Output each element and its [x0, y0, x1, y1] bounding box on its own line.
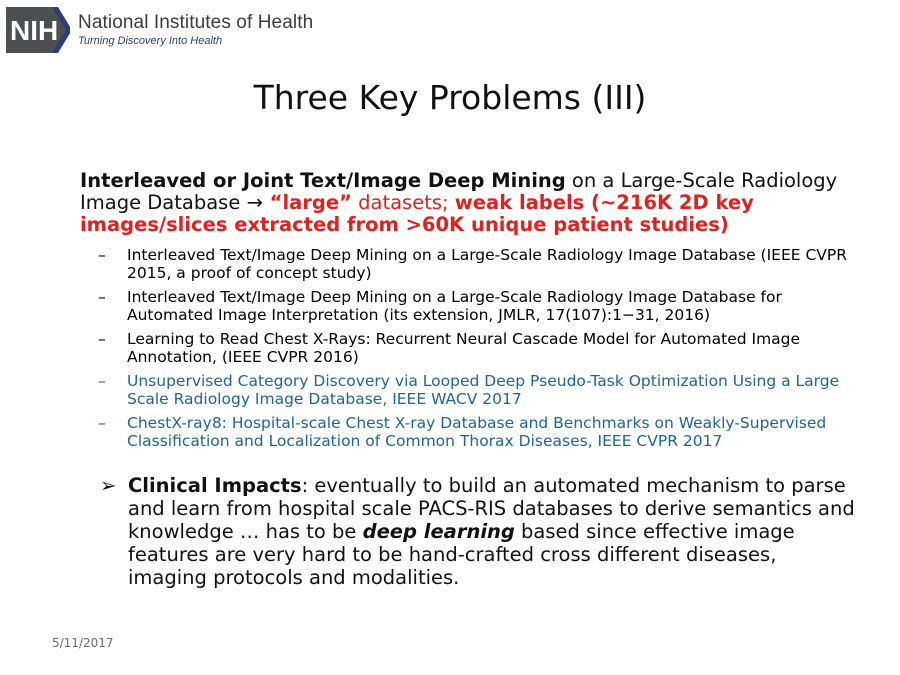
reference-item: [98, 330, 858, 366]
reference-list: [98, 246, 858, 456]
reference-text: ChestX-ray8: Hospital-scale Chest X-ray Database and Benchmarks on Weakly-Supervised Classification and Localization of Common Thorax Diseases, IEEE CVPR 2017: [127, 414, 827, 450]
impact-body: [128, 474, 860, 589]
impact-text-end: based since effective image features are very hard to be hand-crafted cross different diseases, imaging protocols and modalities.: [128, 520, 795, 589]
slide-date: 5/11/2017: [52, 636, 114, 650]
arrow-icon: →: [246, 191, 263, 214]
main-red-text: datasets;: [351, 191, 455, 214]
impact-bold-lead: Clinical Impacts: [128, 474, 302, 497]
nih-logo-mark: [6, 7, 70, 53]
arrow-bullet-icon: ➢: [100, 474, 117, 497]
reference-text: Learning to Read Chest X-Rays: Recurrent Neural Cascade Model for Automated Image Annotation, (IEEE CVPR 2016): [127, 330, 801, 366]
dash-marker: –: [98, 288, 106, 306]
logo-tagline: Turning Discovery Into Health: [78, 35, 223, 47]
impact-emphasis: deep learning: [362, 520, 515, 543]
main-point: [80, 170, 850, 236]
main-red-bold: weak labels (~216K 2D key images/slices extracted from >60K unique patient studies): [80, 191, 754, 236]
clinical-impacts: [100, 474, 860, 589]
logo-title: National Institutes of Health: [78, 12, 314, 33]
main-red-quote: “large”: [262, 191, 352, 214]
dash-marker: –: [98, 330, 106, 348]
reference-text: Unsupervised Category Discovery via Looped Deep Pseudo-Task Optimization Using a Large Scale Radiology Image Database, IEEE WACV 2017: [127, 372, 840, 408]
reference-item: [98, 246, 858, 282]
reference-text: Interleaved Text/Image Deep Mining on a Large-Scale Radiology Image Database for Automated Image Interpretation (its extension, JMLR, 17(107):1−31, 2016): [127, 288, 782, 324]
slide-title: Three Key Problems (III): [253, 78, 647, 117]
dash-marker: –: [98, 246, 106, 264]
reference-item: [98, 288, 858, 324]
nih-logo: [6, 6, 313, 54]
logo-text: [78, 12, 313, 48]
reference-item-highlight: [98, 372, 858, 408]
reference-item-highlight: [98, 414, 858, 450]
reference-text: Interleaved Text/Image Deep Mining on a Large-Scale Radiology Image Database (IEEE CVPR 2015, a proof of concept study): [127, 246, 848, 282]
main-text: on a Large-Scale Radiology Image Database: [80, 169, 838, 214]
impact-text: : eventually to build an automated mechanism to parse and learn from hospital scale PACS-RIS databases to derive semantics and knowledge … has to be: [128, 474, 855, 543]
main-bold-lead: Interleaved or Joint Text/Image Deep Mining: [80, 169, 566, 192]
nih-mark-text: NIH: [10, 15, 59, 46]
dash-marker: –: [98, 372, 106, 390]
dash-marker: –: [98, 414, 106, 432]
